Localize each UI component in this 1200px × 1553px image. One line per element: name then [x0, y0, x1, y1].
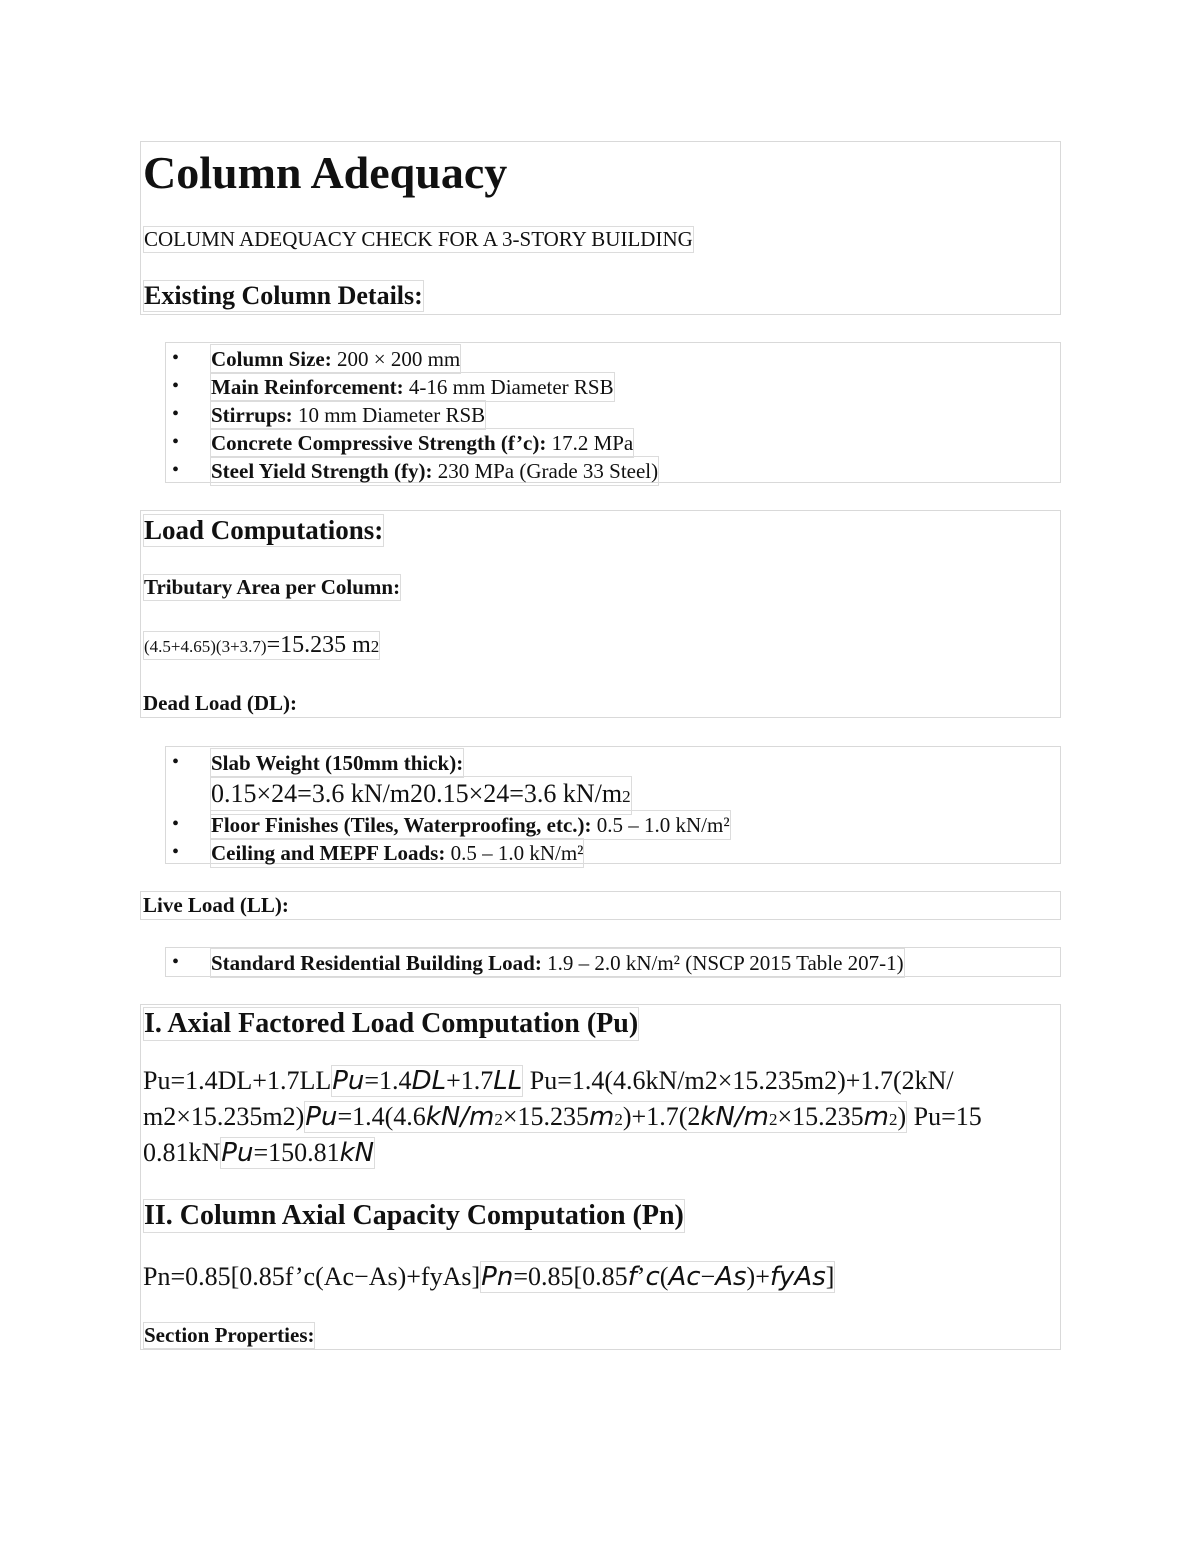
- bullet-icon: •: [172, 841, 180, 863]
- live-load-label: Live Load (LL):: [143, 893, 289, 917]
- capacity-formula: Pn=0.85[0.85f’c(Ac−As)+fyAs]Pn=0.85[0.85f’c(Ac−As)+fyAs]: [143, 1262, 835, 1292]
- bullet-icon: •: [172, 403, 180, 425]
- page-title: Column Adequacy: [143, 147, 508, 198]
- bullet-icon: •: [172, 347, 180, 369]
- list-item: • Concrete Compressive Strength (f’c): 17.2 MPa: [166, 428, 1060, 456]
- list-item: • Ceiling and MEPF Loads: 0.5 – 1.0 kN/m²: [166, 838, 1060, 866]
- bullet-icon: •: [172, 459, 180, 481]
- axial-formula-line-2: m2×15.235m2)Pu=1.4(4.6kN/m2×15.235m2)+1.7(2kN/m2×15.235m2) Pu=15: [143, 1102, 982, 1132]
- dead-load-label: Dead Load (DL):: [143, 691, 298, 715]
- subtitle: COLUMN ADEQUACY CHECK FOR A 3-STORY BUILDING: [144, 227, 693, 251]
- bullet-icon: •: [172, 431, 180, 453]
- bullet-icon: •: [172, 813, 180, 835]
- load-computations-block: [140, 510, 1061, 718]
- tributary-formula: (4.5+4.65)(3+3.7)=15.235 m2: [144, 632, 380, 658]
- bullet-icon: •: [172, 751, 180, 773]
- bullet-icon: •: [172, 375, 180, 397]
- live-load-list: [165, 947, 1061, 977]
- section-properties-label: Section Properties:: [144, 1323, 315, 1347]
- bullet-icon: •: [172, 951, 180, 973]
- axial-formula-line-3: 0.81kNPu=150.81kN: [143, 1138, 375, 1168]
- list-item: • Steel Yield Strength (fy): 230 MPa (Grade 33 Steel): [166, 456, 1060, 484]
- list-item: • Floor Finishes (Tiles, Waterproofing, etc.): 0.5 – 1.0 kN/m²: [166, 810, 1060, 838]
- list-item: • Slab Weight (150mm thick):: [166, 748, 1060, 776]
- axial-heading: I. Axial Factored Load Computation (Pu): [144, 1008, 639, 1039]
- live-load-block: [140, 891, 1061, 920]
- existing-heading: Existing Column Details:: [144, 281, 423, 310]
- axial-formula-line-1: Pu=1.4DL+1.7LLPu=1.4DL+1.7LL Pu=1.4(4.6kN/m2×15.235m2)+1.7(2kN/: [143, 1066, 954, 1096]
- dead-load-list: [165, 746, 1061, 864]
- computations-block: [140, 1004, 1061, 1350]
- header-block: [140, 141, 1061, 315]
- tributary-label: Tributary Area per Column:: [144, 575, 401, 599]
- load-heading: Load Computations:: [144, 515, 384, 545]
- list-item: • Standard Residential Building Load: 1.9 – 2.0 kN/m² (NSCP 2015 Table 207-1): [166, 948, 1060, 976]
- list-item: • Column Size: 200 × 200 mm: [166, 344, 1060, 372]
- capacity-heading: II. Column Axial Capacity Computation (Pn): [144, 1200, 684, 1231]
- existing-details-list: [165, 342, 1061, 483]
- list-item: • Main Reinforcement: 4-16 mm Diameter RSB: [166, 372, 1060, 400]
- slab-formula: 0.15×24=3.6 kN/m20.15×24=3.6 kN/m2: [166, 776, 1060, 810]
- list-item: • Stirrups: 10 mm Diameter RSB: [166, 400, 1060, 428]
